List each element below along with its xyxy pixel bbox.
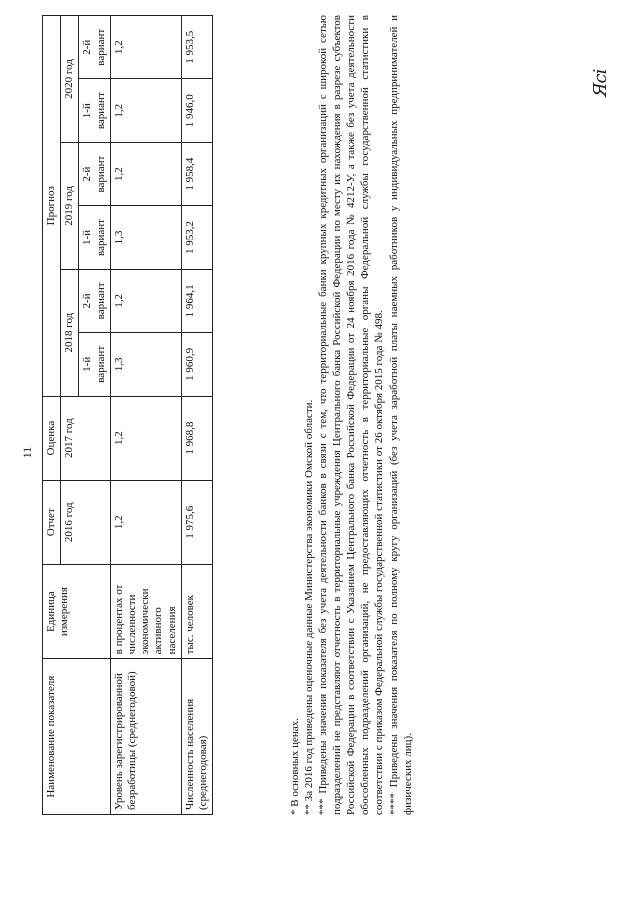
cell-value: 1 964,1 — [181, 269, 212, 332]
cell-value: 1 968,8 — [181, 396, 212, 480]
header-indicator: Наименование показателя — [43, 659, 111, 815]
cell-value: 1,3 — [110, 206, 181, 269]
footnotes — [288, 15, 415, 815]
header-2018-v2: 2-й вариант — [79, 269, 110, 332]
table-row — [181, 16, 212, 815]
header-2020-v2: 2-й вариант — [79, 16, 110, 79]
page-number: 11 — [20, 446, 34, 459]
cell-value: 1 958,4 — [181, 142, 212, 205]
cell-value: 1 946,0 — [181, 79, 212, 142]
header-2019-v1: 1-й вариант — [79, 206, 110, 269]
header-estimate: Оценка — [43, 396, 61, 480]
cell-value: 1,3 — [110, 333, 181, 396]
cell-value: 1,2 — [110, 396, 181, 480]
header-2018-v1: 1-й вариант — [79, 333, 110, 396]
cell-value: 1,2 — [110, 142, 181, 205]
row-name: Численность населения (среднегодовая) — [181, 659, 212, 815]
header-2017: 2017 год — [61, 396, 111, 480]
cell-value: 1,2 — [110, 480, 181, 564]
header-2019: 2019 год — [61, 142, 79, 269]
row-name: Уровень зарегистрированной безработицы (среднегодовой) — [110, 659, 181, 815]
cell-value: 1 953,2 — [181, 206, 212, 269]
cell-value: 1 953,5 — [181, 16, 212, 79]
cell-value: 1,2 — [110, 16, 181, 79]
table-row — [110, 16, 181, 815]
cell-value: 1 975,6 — [181, 480, 212, 564]
footnote-3: *** Приведены значения показателя без учета деятельности банков в связи с тем, что территориальные банки крупных кредитных организаций с широкой сетью подразделений не представляют отчетность в территориальные учреждения Центрального банка Российской Федерации по месту их нахождения в разрезе субъектов Российской Федерации в соответствии с Указанием Центрального банка Российской Федерации от 24 ноября 2016 года № 4212-У, а также без учета деятельности обособленных подразделений организаций, не предоставляющих отчетность в территориальные органы Федеральной службы государственной статистики в соответствии с приказом Федеральной службы государственной статистики от 26 октября 2015 года № 498. — [317, 15, 386, 815]
cell-value: 1,2 — [110, 79, 181, 142]
footnote-1: * В основных ценах. — [289, 718, 301, 815]
header-row-1 — [43, 16, 61, 815]
header-2018: 2018 год — [61, 269, 79, 396]
forecast-table — [42, 15, 213, 815]
cell-value: 1 960,9 — [181, 333, 212, 396]
header-forecast: Прогноз — [43, 16, 61, 397]
footnote-4: **** Приведены значения показателя по полному кругу организаций (без учета заработной платы наемных работников у индивидуальных предпринимателей и физических лиц). — [387, 15, 414, 815]
header-report: Отчет — [43, 480, 61, 564]
header-unit: Единица измерения — [43, 564, 111, 659]
header-2020: 2020 год — [61, 16, 79, 143]
cell-value: 1,2 — [110, 269, 181, 332]
footnote-2: ** За 2016 год приведены оценочные данные Министерства экономики Омской области. — [303, 399, 316, 815]
row-unit: тыс. человек — [181, 564, 212, 659]
header-2016: 2016 год — [61, 480, 111, 564]
header-2019-v2: 2-й вариант — [79, 142, 110, 205]
header-2020-v1: 1-й вариант — [79, 79, 110, 142]
handwritten-signature: Ясі — [590, 69, 611, 97]
row-unit: в процентах от численности экономически активного населения — [110, 564, 181, 659]
